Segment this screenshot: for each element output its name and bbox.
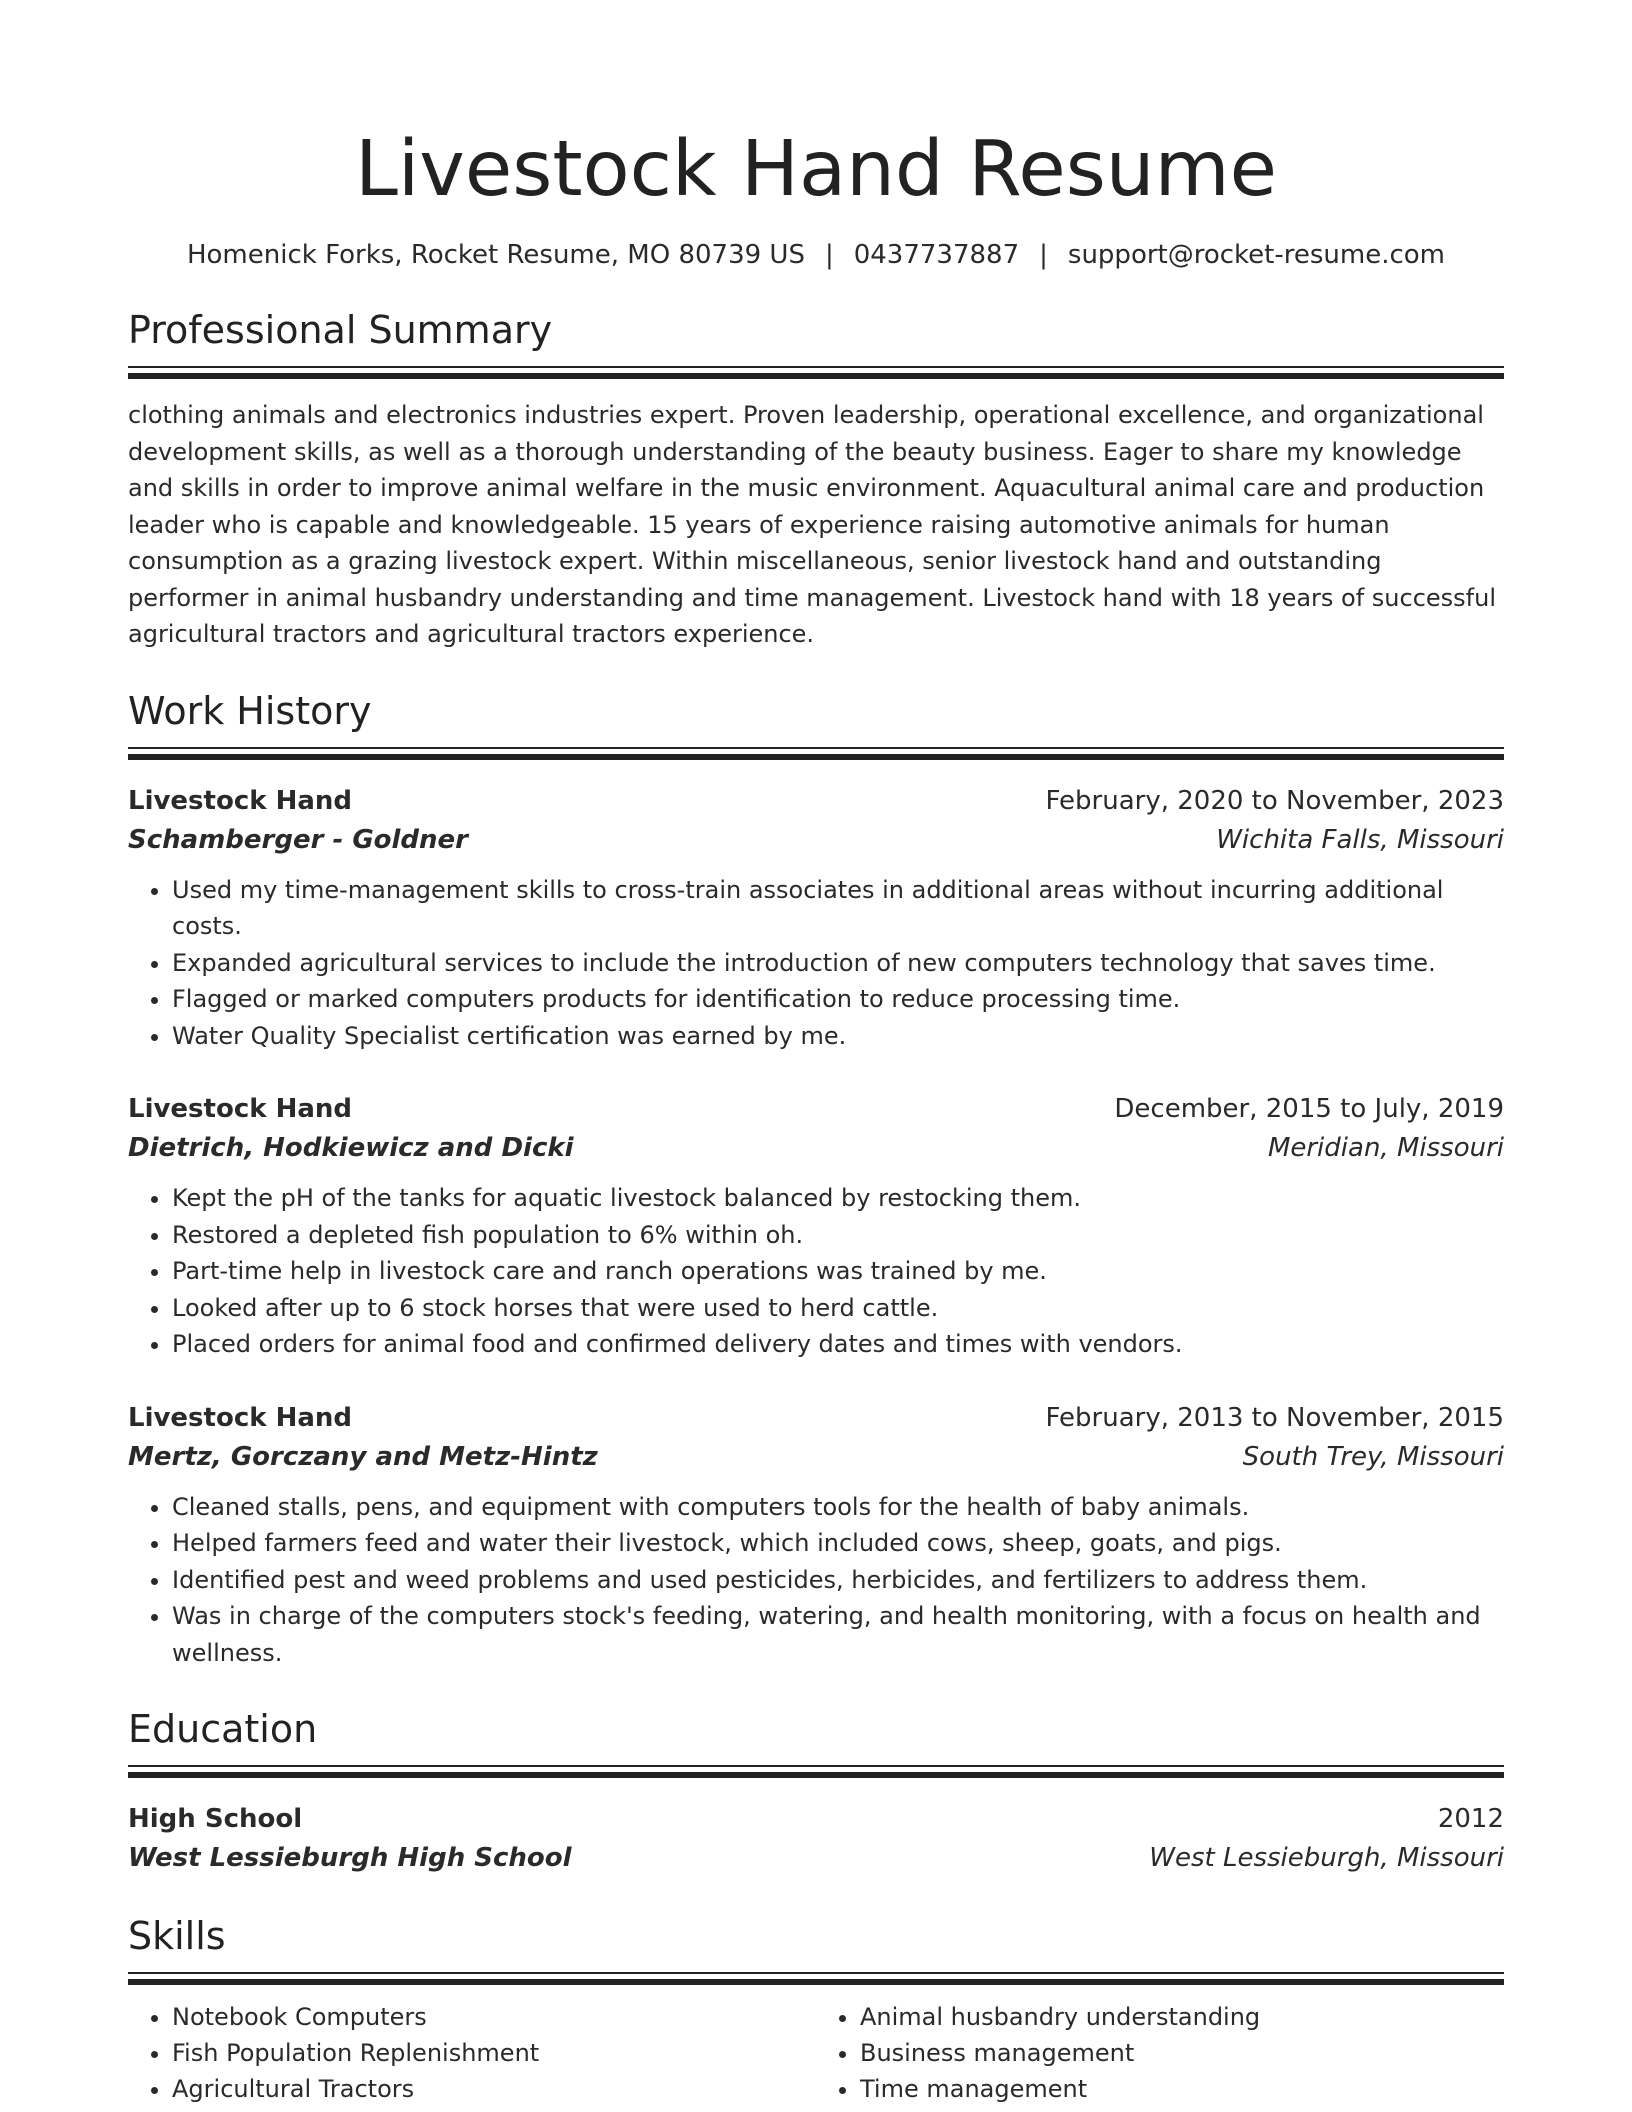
job-company: Dietrich, Hodkiewicz and Dicki: [128, 1133, 574, 1163]
summary-text: clothing animals and electronics industries expert. Proven leadership, operational excellence, and organizational development skills, as well as a thorough understanding of the beauty business. Eager to share my knowledge and skills in order to improve animal welfare in the music environment. Aquacultural animal care and production leader who is capable and knowledgeable. 15 years of experience raising automotive animals for human consumption as a grazing livestock expert. Within miscellaneous, senior livestock hand and outstanding performer in animal husbandry understanding and time management. Livestock hand with 18 years of successful agricultural tractors and agricultural tractors experience.: [128, 401, 1497, 648]
job-dates: December, 2015 to July, 2019: [1114, 1094, 1504, 1124]
contact-separator: |: [824, 240, 834, 270]
skills-list: [128, 1999, 1504, 2107]
education-year: 2012: [1437, 1804, 1504, 1834]
list-item: • Business management: [860, 2035, 1504, 2071]
list-item: • Fish Population Replenishment: [172, 2035, 816, 2071]
job-duties: [128, 1180, 1504, 1363]
job-entry: [128, 782, 1504, 1055]
section-divider: [128, 1972, 1504, 1974]
job-location: Wichita Falls, Missouri: [1216, 824, 1504, 855]
contact-address: Homenick Forks, Rocket Resume, MO 80739 US: [186, 240, 805, 270]
list-item: • Notebook Computers: [172, 1999, 816, 2035]
education-school: West Lessieburgh High School: [128, 1843, 572, 1873]
list-item: • Restored a depleted fish population to 6% within oh.: [172, 1217, 1504, 1254]
list-item: • Helped farmers feed and water their livestock, which included cows, sheep, goats, and pigs.: [172, 1525, 1504, 1562]
job-dates: February, 2020 to November, 2023: [1045, 785, 1504, 816]
section-divider: [128, 366, 1504, 368]
contact-phone: 0437737887: [853, 240, 1020, 270]
skills-column-left: [128, 1999, 816, 2107]
section-divider: [128, 1979, 1504, 1985]
job-location: South Trey, Missouri: [1242, 1441, 1504, 1472]
job-company: Mertz, Gorczany and Metz-Hintz: [128, 1441, 598, 1472]
contact-line: [128, 238, 1504, 272]
education-location: West Lessieburgh, Missouri: [1149, 1843, 1504, 1873]
list-item: • Kept the pH of the tanks for aquatic livestock balanced by restocking them.: [172, 1180, 1504, 1217]
list-item: • Water Quality Specialist certification was earned by me.: [172, 1018, 1504, 1055]
list-item: • Identified pest and weed problems and used pesticides, herbicides, and fertilizers to address them.: [172, 1562, 1504, 1599]
work-heading: Work History: [128, 688, 372, 733]
section-divider: [128, 1765, 1504, 1767]
job-title: Livestock Hand: [128, 1094, 353, 1124]
list-item: • Agricultural Tractors: [172, 2071, 816, 2107]
section-divider: [128, 754, 1504, 760]
list-item: • Placed orders for animal food and confirmed delivery dates and times with vendors.: [172, 1326, 1504, 1363]
list-item: • Used my time-management skills to cross-train associates in additional areas without incurring additional costs.: [172, 872, 1504, 945]
job-duties: [128, 872, 1504, 1055]
job-duties: [128, 1489, 1504, 1672]
list-item: • Was in charge of the computers stock's feeding, watering, and health monitoring, with a focus on health and wellness.: [172, 1598, 1504, 1671]
skills-section-header: [128, 1912, 1504, 1985]
resume-title: Livestock Hand Resume: [354, 125, 1277, 214]
summary-heading: Professional Summary: [128, 308, 553, 352]
list-item: • Flagged or marked computers products for identification to reduce processing time.: [172, 981, 1504, 1018]
job-entry: [128, 1399, 1504, 1672]
section-divider: [128, 1772, 1504, 1778]
work-section-header: [128, 687, 1504, 760]
list-item: • Part-time help in livestock care and ranch operations was trained by me.: [172, 1253, 1504, 1290]
job-title: Livestock Hand: [128, 785, 353, 816]
list-item: • Animal husbandry understanding: [860, 1999, 1504, 2035]
job-entry: [128, 1090, 1504, 1363]
section-divider: [128, 373, 1504, 379]
education-entry: [128, 1800, 1504, 1878]
section-divider: [128, 747, 1504, 749]
list-item: • Looked after up to 6 stock horses that were used to herd cattle.: [172, 1290, 1504, 1327]
education-degree: High School: [128, 1804, 303, 1834]
contact-email: support@rocket-resume.com: [1067, 240, 1446, 270]
job-company: Schamberger - Goldner: [128, 824, 469, 855]
skills-heading: Skills: [128, 1914, 226, 1958]
summary-section-header: [128, 306, 1504, 379]
contact-separator: |: [1039, 240, 1048, 270]
job-title: Livestock Hand: [128, 1402, 353, 1433]
job-dates: February, 2013 to November, 2015: [1045, 1402, 1504, 1433]
skills-column-right: [816, 1999, 1504, 2107]
list-item: • Expanded agricultural services to include the introduction of new computers technology that saves time.: [172, 945, 1504, 982]
education-section-header: [128, 1705, 1504, 1778]
list-item: • Time management: [860, 2071, 1504, 2107]
list-item: • Cleaned stalls, pens, and equipment with computers tools for the health of baby animals.: [172, 1489, 1504, 1526]
job-location: Meridian, Missouri: [1267, 1133, 1504, 1163]
education-heading: Education: [128, 1707, 318, 1751]
